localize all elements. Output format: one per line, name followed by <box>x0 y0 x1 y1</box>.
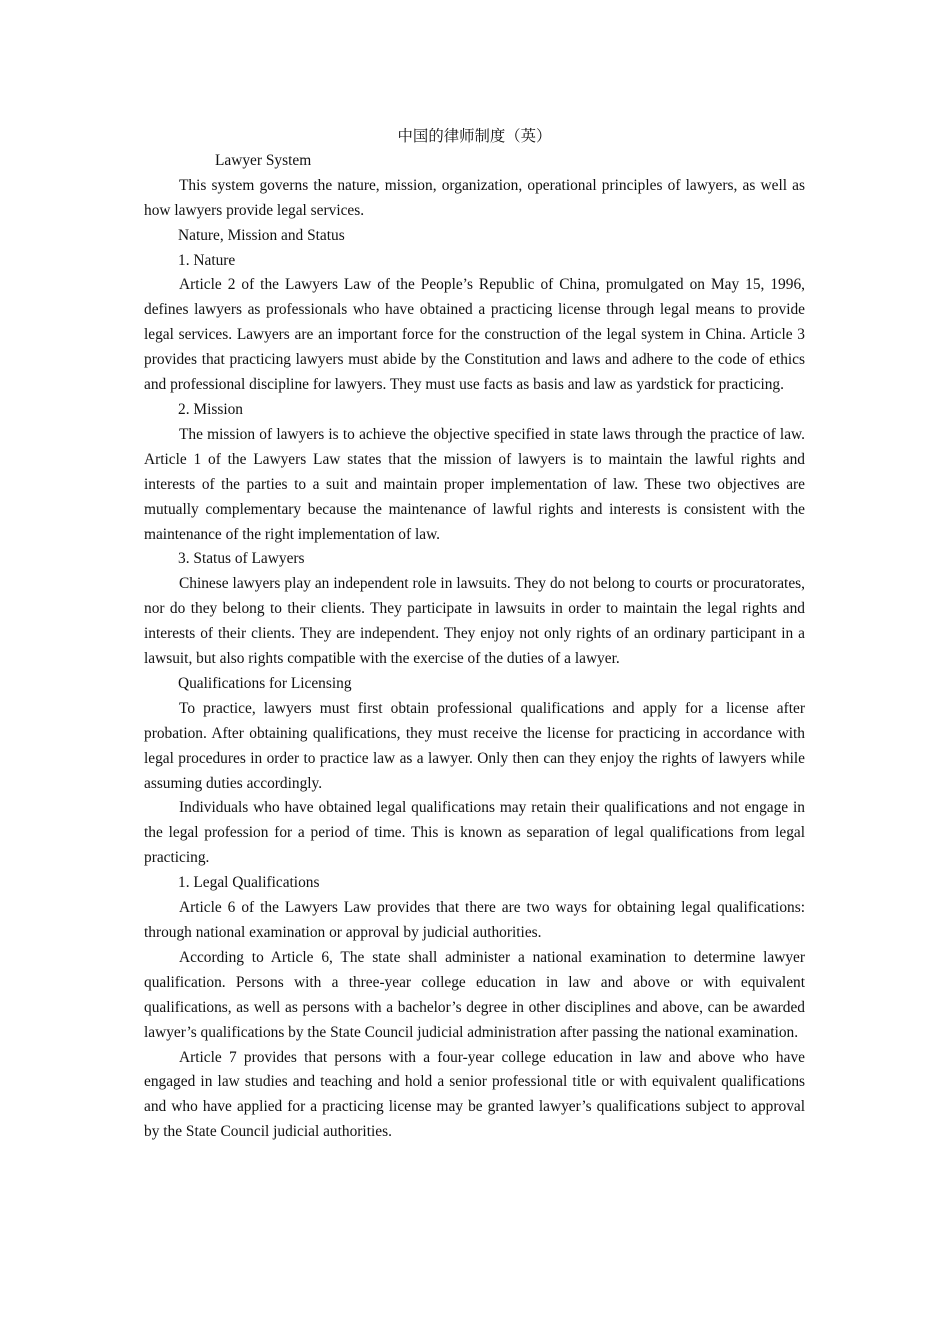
subheading-nature: 1. Nature <box>178 251 236 269</box>
document-page <box>144 124 805 1145</box>
mission-paragraph: The mission of lawyers is to achieve the objective specified in state laws through the practice of law. Article 1 of the Lawyers Law states that the mission of lawyers is to maintain the lawful rights and interests of the parties to a suit and maintain proper implementation of law. These two objectives are mutually complementary because the maintenance of lawful rights and interests is consistent with the maintenance of the right implementation of law. <box>144 425 805 543</box>
nature-paragraph: Article 2 of the Lawyers Law of the People’s Republic of China, promulgated on May 15, 1996, defines lawyers as professionals who have obtained a practicing license through legal means to provide legal services. Lawyers are an important force for the construction of the legal system in China. Article 3 provides that practicing lawyers must abide by the Constitution and laws and adhere to the code of ethics and professional discipline for lawyers. They must use facts as basis and law as yardstick for practicing. <box>144 276 805 394</box>
qualifications-paragraph-1: To practice, lawyers must first obtain professional qualifications and apply for a license after probation. After obtaining qualifications, they must receive the license for practicing in accordance with legal procedures in order to practice law as a lawyer. Only then can they enjoy the rights of lawyers while assuming duties accordingly. <box>144 699 805 792</box>
section-heading-qualifications: Qualifications for Licensing <box>178 674 352 692</box>
document-title: 中国的律师制度（英） <box>397 127 552 145</box>
section-heading-nature-mission-status: Nature, Mission and Status <box>178 226 345 244</box>
legal-qualifications-paragraph-2: According to Article 6, The state shall administer a national examination to determine lawyer qualification. Persons with a three-year college education in law and above or with equivalent qualifications, as well as persons with a bachelor’s degree in other disciplines and above, can be awarded lawyer’s qualifications by the State Council judicial administration after passing the national examination. <box>144 948 805 1041</box>
subheading-status: 3. Status of Lawyers <box>178 550 305 568</box>
legal-qualifications-paragraph-3: Article 7 provides that persons with a four-year college education in law and above who have engaged in law studies and teaching and hold a senior professional title or with equivalent qualifications and who have applied for a practicing license may be granted lawyer’s qualifications subject to approval by the State Council judicial authorities. <box>144 1048 805 1141</box>
qualifications-paragraph-2: Individuals who have obtained legal qualifications may retain their qualifications and not engage in the legal profession for a period of time. This is known as separation of legal qualifications from legal practicing. <box>144 799 805 867</box>
legal-qualifications-paragraph-1: Article 6 of the Lawyers Law provides that there are two ways for obtaining legal qualifications: through national examination or approval by judicial authorities. <box>144 899 805 941</box>
document-subtitle: Lawyer System <box>215 151 312 169</box>
status-paragraph: Chinese lawyers play an independent role in lawsuits. They do not belong to courts or procuratorates, nor do they belong to their clients. They participate in lawsuits in order to maintain the legal rights and interests of their clients. They are independent. They enjoy not only rights of an ordinary participant in a lawsuit, but also rights compatible with the exercise of the duties of a lawyer. <box>144 575 805 668</box>
subheading-legal-qualifications: 1. Legal Qualifications <box>178 874 320 892</box>
intro-paragraph: This system governs the nature, mission, organization, operational principles of lawyers, as well as how lawyers provide legal services. <box>144 176 805 219</box>
subheading-mission: 2. Mission <box>178 400 243 418</box>
